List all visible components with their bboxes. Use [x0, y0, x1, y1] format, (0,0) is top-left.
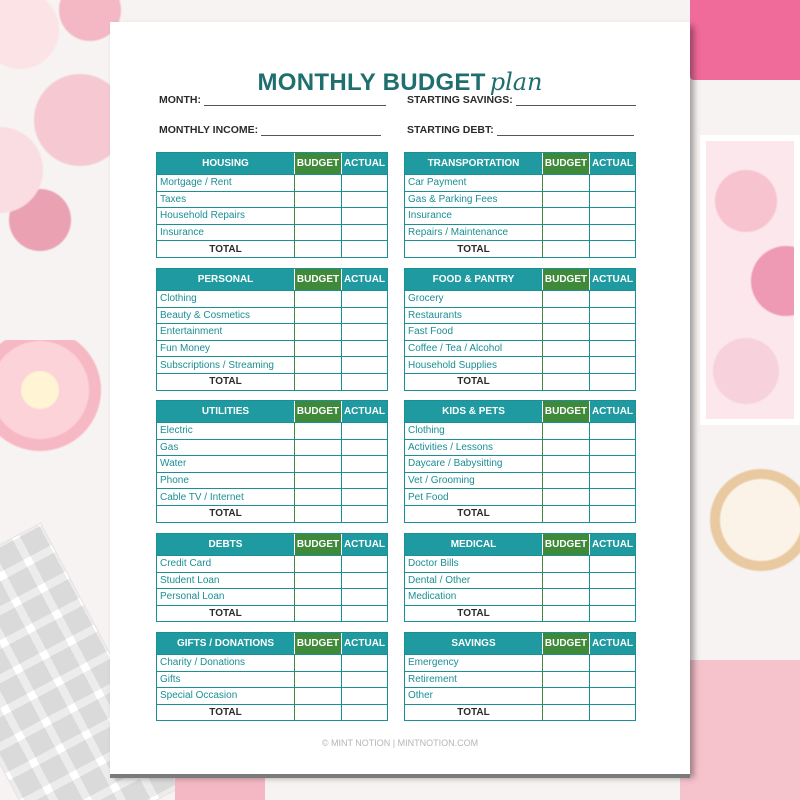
- budget-cell[interactable]: [294, 208, 341, 224]
- budget-column-header: BUDGET: [294, 269, 341, 290]
- table-row: [405, 174, 635, 191]
- budget-total-cell[interactable]: [294, 241, 341, 257]
- actual-cell[interactable]: [589, 423, 635, 439]
- table-title: KIDS & PETS: [405, 401, 542, 422]
- table-row: [405, 687, 635, 704]
- category-label: Pet Food: [408, 491, 449, 503]
- table-header: [405, 534, 635, 555]
- category-label: Medication: [408, 591, 457, 603]
- actual-cell[interactable]: [589, 456, 635, 472]
- actual-cell[interactable]: [589, 556, 635, 572]
- actual-cell[interactable]: [589, 341, 635, 357]
- total-label: TOTAL: [457, 608, 490, 620]
- actual-cell[interactable]: [341, 341, 387, 357]
- table-header: [405, 633, 635, 654]
- table-row: [405, 455, 635, 472]
- table-row: [405, 488, 635, 505]
- budget-column-header: BUDGET: [542, 153, 589, 174]
- actual-cell[interactable]: [589, 655, 635, 671]
- category-label: Daycare / Babysitting: [408, 458, 503, 470]
- actual-total-cell[interactable]: [341, 705, 387, 721]
- category-label: Beauty & Cosmetics: [160, 309, 251, 321]
- table-title: MEDICAL: [405, 534, 542, 555]
- actual-cell[interactable]: [589, 473, 635, 489]
- savings-table: [404, 632, 636, 721]
- housing-table: [156, 152, 388, 258]
- budget-cell[interactable]: [294, 688, 341, 704]
- table-row: [405, 307, 635, 324]
- table-row: [405, 671, 635, 688]
- table-row: [157, 422, 387, 439]
- actual-column-header: ACTUAL: [589, 633, 635, 654]
- table-row: [157, 455, 387, 472]
- table-row: [157, 472, 387, 489]
- budget-cell[interactable]: [294, 341, 341, 357]
- actual-total-cell[interactable]: [341, 606, 387, 622]
- budget-column-header: BUDGET: [542, 269, 589, 290]
- actual-cell[interactable]: [589, 440, 635, 456]
- budget-cell[interactable]: [542, 489, 589, 505]
- category-label: Insurance: [408, 210, 452, 222]
- kids-pets-table: [404, 400, 636, 523]
- category-label: Gifts: [160, 673, 181, 685]
- actual-column-header: ACTUAL: [341, 269, 387, 290]
- budget-total-cell[interactable]: [294, 606, 341, 622]
- budget-cell[interactable]: [542, 324, 589, 340]
- actual-cell[interactable]: [589, 291, 635, 307]
- category-label: Insurance: [160, 227, 204, 239]
- table-row: [405, 191, 635, 208]
- table-header: [157, 153, 387, 174]
- budget-cell[interactable]: [542, 655, 589, 671]
- budget-cell[interactable]: [542, 291, 589, 307]
- total-label: TOTAL: [457, 376, 490, 388]
- table-row: [157, 555, 387, 572]
- category-label: Electric: [160, 425, 193, 437]
- table-row: [157, 588, 387, 605]
- utilities-table: [156, 400, 388, 523]
- actual-cell[interactable]: [341, 440, 387, 456]
- actual-cell[interactable]: [341, 655, 387, 671]
- background-pink-box: [690, 0, 800, 80]
- budget-cell[interactable]: [294, 291, 341, 307]
- category-label: Vet / Grooming: [408, 475, 475, 487]
- table-row: [157, 439, 387, 456]
- budget-cell[interactable]: [542, 192, 589, 208]
- actual-cell[interactable]: [589, 672, 635, 688]
- food-pantry-table: [404, 268, 636, 391]
- actual-total-cell[interactable]: [589, 374, 635, 390]
- table-row: [405, 654, 635, 671]
- actual-column-header: ACTUAL: [341, 633, 387, 654]
- table-row: [157, 340, 387, 357]
- table-row: [157, 356, 387, 373]
- actual-cell[interactable]: [341, 556, 387, 572]
- budget-total-cell[interactable]: [294, 506, 341, 522]
- budget-cell[interactable]: [294, 308, 341, 324]
- actual-cell[interactable]: [589, 324, 635, 340]
- budget-cell[interactable]: [294, 324, 341, 340]
- actual-cell[interactable]: [589, 688, 635, 704]
- personal-table: [156, 268, 388, 391]
- budget-sheet: [110, 22, 690, 774]
- starting-debt-field[interactable]: [407, 124, 634, 136]
- category-label: Car Payment: [408, 177, 467, 189]
- title-main: MONTHLY BUDGET: [257, 69, 486, 96]
- category-label: Activities / Lessons: [408, 441, 494, 453]
- table-row: [157, 191, 387, 208]
- actual-cell[interactable]: [589, 308, 635, 324]
- budget-column-header: BUDGET: [294, 534, 341, 555]
- total-row: [157, 704, 387, 721]
- actual-cell[interactable]: [589, 192, 635, 208]
- table-row: [157, 488, 387, 505]
- budget-column-header: BUDGET: [294, 633, 341, 654]
- budget-cell[interactable]: [294, 456, 341, 472]
- actual-total-cell[interactable]: [341, 374, 387, 390]
- actual-cell[interactable]: [341, 672, 387, 688]
- table-row: [405, 439, 635, 456]
- table-header: [157, 534, 387, 555]
- table-title: TRANSPORTATION: [405, 153, 542, 174]
- budget-cell[interactable]: [294, 589, 341, 605]
- category-label: Credit Card: [160, 558, 212, 570]
- background-candle: [0, 340, 110, 460]
- table-row: [405, 572, 635, 589]
- budget-total-cell[interactable]: [542, 606, 589, 622]
- starting-debt-label: STARTING DEBT:: [407, 124, 494, 136]
- category-label: Mortgage / Rent: [160, 177, 232, 189]
- actual-cell[interactable]: [341, 291, 387, 307]
- budget-total-cell[interactable]: [294, 374, 341, 390]
- actual-column-header: ACTUAL: [589, 534, 635, 555]
- category-label: Coffee / Tea / Alcohol: [408, 343, 503, 355]
- budget-cell[interactable]: [542, 456, 589, 472]
- budget-total-cell[interactable]: [542, 374, 589, 390]
- table-row: [157, 671, 387, 688]
- budget-cell[interactable]: [542, 473, 589, 489]
- table-row: [405, 356, 635, 373]
- starting-debt-line[interactable]: [497, 126, 634, 136]
- actual-cell[interactable]: [589, 208, 635, 224]
- actual-cell[interactable]: [341, 489, 387, 505]
- budget-total-cell[interactable]: [542, 506, 589, 522]
- total-row: [157, 373, 387, 390]
- actual-column-header: ACTUAL: [589, 401, 635, 422]
- table-row: [157, 290, 387, 307]
- actual-total-cell[interactable]: [589, 241, 635, 257]
- table-row: [157, 307, 387, 324]
- actual-cell[interactable]: [341, 589, 387, 605]
- transportation-table: [404, 152, 636, 258]
- category-label: Student Loan: [160, 574, 220, 586]
- page-title: [110, 68, 690, 97]
- total-label: TOTAL: [457, 243, 490, 255]
- starting-savings-label: STARTING SAVINGS:: [407, 94, 513, 106]
- budget-cell[interactable]: [542, 556, 589, 572]
- actual-total-cell[interactable]: [341, 241, 387, 257]
- actual-column-header: ACTUAL: [589, 153, 635, 174]
- budget-cell[interactable]: [294, 440, 341, 456]
- category-label: Gas & Parking Fees: [408, 193, 498, 205]
- table-row: [405, 588, 635, 605]
- actual-column-header: ACTUAL: [341, 153, 387, 174]
- budget-cell[interactable]: [542, 208, 589, 224]
- table-title: PERSONAL: [157, 269, 294, 290]
- total-row: [405, 240, 635, 257]
- budget-cell[interactable]: [542, 423, 589, 439]
- table-row: [405, 422, 635, 439]
- actual-cell[interactable]: [341, 688, 387, 704]
- budget-cell[interactable]: [542, 672, 589, 688]
- total-label: TOTAL: [209, 707, 242, 719]
- budget-cell[interactable]: [542, 440, 589, 456]
- actual-column-header: ACTUAL: [341, 401, 387, 422]
- budget-cell[interactable]: [542, 308, 589, 324]
- actual-total-cell[interactable]: [589, 506, 635, 522]
- table-row: [405, 340, 635, 357]
- actual-cell[interactable]: [589, 573, 635, 589]
- budget-total-cell[interactable]: [294, 705, 341, 721]
- budget-cell[interactable]: [294, 489, 341, 505]
- category-label: Clothing: [160, 293, 197, 305]
- budget-cell[interactable]: [542, 225, 589, 241]
- budget-column-header: BUDGET: [542, 534, 589, 555]
- actual-cell[interactable]: [341, 473, 387, 489]
- budget-cell[interactable]: [294, 192, 341, 208]
- total-label: TOTAL: [209, 608, 242, 620]
- table-header: [157, 401, 387, 422]
- table-title: SAVINGS: [405, 633, 542, 654]
- table-row: [405, 555, 635, 572]
- actual-cell[interactable]: [341, 308, 387, 324]
- table-row: [157, 174, 387, 191]
- footer-credit: © MINT NOTION | MINTNOTION.COM: [321, 738, 479, 748]
- table-row: [157, 207, 387, 224]
- budget-column-header: BUDGET: [542, 633, 589, 654]
- table-row: [157, 572, 387, 589]
- actual-total-cell[interactable]: [341, 506, 387, 522]
- total-row: [157, 605, 387, 622]
- total-row: [405, 605, 635, 622]
- budget-cell[interactable]: [542, 357, 589, 373]
- table-row: [405, 472, 635, 489]
- category-label: Household Repairs: [160, 210, 246, 222]
- table-title: GIFTS / DONATIONS: [157, 633, 294, 654]
- background-flower-card: [700, 135, 800, 425]
- table-title: FOOD & PANTRY: [405, 269, 542, 290]
- actual-cell[interactable]: [589, 589, 635, 605]
- actual-cell[interactable]: [341, 423, 387, 439]
- table-header: [405, 153, 635, 174]
- actual-cell[interactable]: [341, 175, 387, 191]
- category-label: Subscriptions / Streaming: [160, 359, 274, 371]
- table-row: [157, 323, 387, 340]
- table-row: [157, 654, 387, 671]
- actual-cell[interactable]: [341, 456, 387, 472]
- budget-cell[interactable]: [542, 573, 589, 589]
- actual-cell[interactable]: [341, 324, 387, 340]
- background-match-dish: [706, 455, 800, 585]
- total-row: [157, 240, 387, 257]
- total-row: [405, 704, 635, 721]
- table-title: HOUSING: [157, 153, 294, 174]
- actual-cell[interactable]: [589, 489, 635, 505]
- budget-cell[interactable]: [294, 672, 341, 688]
- budget-cell[interactable]: [294, 225, 341, 241]
- monthly-income-label: MONTHLY INCOME:: [159, 124, 259, 136]
- actual-cell[interactable]: [589, 357, 635, 373]
- background-pink-object: [175, 770, 265, 800]
- category-label: Clothing: [408, 425, 445, 437]
- category-label: Other: [408, 690, 434, 702]
- category-label: Entertainment: [160, 326, 223, 338]
- month-label: MONTH:: [159, 94, 201, 106]
- budget-column-header: BUDGET: [294, 153, 341, 174]
- category-label: Fun Money: [160, 343, 211, 355]
- total-label: TOTAL: [457, 508, 490, 520]
- table-row: [405, 290, 635, 307]
- category-label: Taxes: [160, 193, 187, 205]
- total-row: [405, 505, 635, 522]
- table-row: [405, 224, 635, 241]
- budget-total-cell[interactable]: [542, 705, 589, 721]
- budget-cell[interactable]: [542, 341, 589, 357]
- budget-cell[interactable]: [542, 589, 589, 605]
- table-row: [157, 687, 387, 704]
- actual-cell[interactable]: [341, 573, 387, 589]
- budget-cell[interactable]: [542, 688, 589, 704]
- month-line[interactable]: [204, 96, 386, 106]
- gifts-donations-table: [156, 632, 388, 721]
- total-label: TOTAL: [457, 707, 490, 719]
- budget-cell[interactable]: [294, 573, 341, 589]
- table-header: [405, 401, 635, 422]
- budget-cell[interactable]: [294, 556, 341, 572]
- actual-total-cell[interactable]: [589, 606, 635, 622]
- actual-total-cell[interactable]: [589, 705, 635, 721]
- total-label: TOTAL: [209, 508, 242, 520]
- budget-cell[interactable]: [542, 175, 589, 191]
- category-label: Grocery: [408, 293, 444, 305]
- category-label: Gas: [160, 441, 179, 453]
- total-row: [405, 373, 635, 390]
- category-label: Phone: [160, 475, 189, 487]
- table-title: UTILITIES: [157, 401, 294, 422]
- table-row: [405, 323, 635, 340]
- actual-cell[interactable]: [589, 225, 635, 241]
- actual-cell[interactable]: [341, 192, 387, 208]
- actual-column-header: ACTUAL: [341, 534, 387, 555]
- background-pink-notebook: [680, 660, 800, 800]
- budget-cell[interactable]: [294, 473, 341, 489]
- category-label: Water: [160, 458, 187, 470]
- table-row: [157, 224, 387, 241]
- total-label: TOTAL: [209, 243, 242, 255]
- budget-cell[interactable]: [294, 655, 341, 671]
- category-label: Fast Food: [408, 326, 454, 338]
- starting-savings-line[interactable]: [516, 96, 636, 106]
- actual-cell[interactable]: [341, 357, 387, 373]
- debts-table: [156, 533, 388, 622]
- monthly-income-line[interactable]: [261, 126, 381, 136]
- category-label: Doctor Bills: [408, 558, 459, 570]
- month-field[interactable]: [159, 94, 386, 106]
- actual-cell[interactable]: [589, 175, 635, 191]
- category-label: Repairs / Maintenance: [408, 227, 509, 239]
- budget-column-header: BUDGET: [542, 401, 589, 422]
- category-label: Household Supplies: [408, 359, 497, 371]
- starting-savings-field[interactable]: [407, 94, 636, 106]
- table-row: [405, 207, 635, 224]
- budget-total-cell[interactable]: [542, 241, 589, 257]
- budget-cell[interactable]: [294, 175, 341, 191]
- actual-cell[interactable]: [341, 225, 387, 241]
- total-row: [157, 505, 387, 522]
- total-label: TOTAL: [209, 376, 242, 388]
- category-label: Emergency: [408, 657, 459, 669]
- actual-column-header: ACTUAL: [589, 269, 635, 290]
- category-label: Personal Loan: [160, 591, 225, 603]
- table-title: DEBTS: [157, 534, 294, 555]
- category-label: Cable TV / Internet: [160, 491, 244, 503]
- table-header: [405, 269, 635, 290]
- actual-cell[interactable]: [341, 208, 387, 224]
- category-label: Dental / Other: [408, 574, 471, 586]
- budget-column-header: BUDGET: [294, 401, 341, 422]
- category-label: Special Occasion: [160, 690, 238, 702]
- budget-cell[interactable]: [294, 423, 341, 439]
- table-header: [157, 633, 387, 654]
- title-script: plan: [489, 68, 543, 96]
- table-header: [157, 269, 387, 290]
- monthly-income-field[interactable]: [159, 124, 381, 136]
- category-label: Restaurants: [408, 309, 462, 321]
- category-label: Retirement: [408, 673, 457, 685]
- medical-table: [404, 533, 636, 622]
- category-label: Charity / Donations: [160, 657, 246, 669]
- budget-cell[interactable]: [294, 357, 341, 373]
